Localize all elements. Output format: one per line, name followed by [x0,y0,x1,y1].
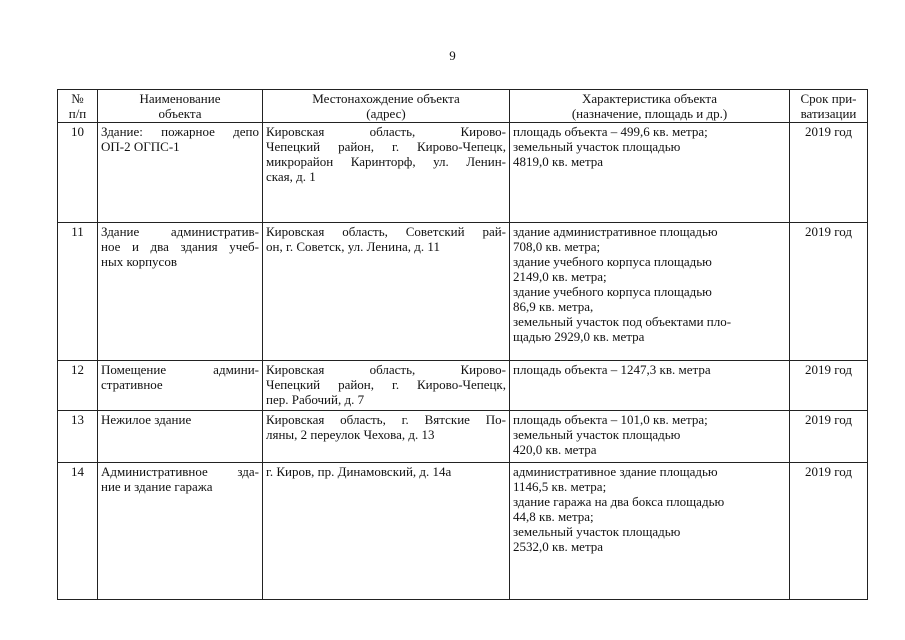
table-header [58,90,868,123]
header-name: Наименование объекта [98,90,263,123]
cell-name: Административное зда- ние и здание гаража [98,463,263,600]
cell-location: Кировская область, г. Вятские По- ляны, 2 переулок Чехова, д. 13 [263,411,510,463]
cell-num: 13 [58,411,98,463]
cell-num: 11 [58,223,98,361]
header-num: № п/п [58,90,98,123]
header-term: Срок при- ватизации [790,90,868,123]
table-row [58,463,868,600]
cell-term: 2019 год [790,223,868,361]
cell-num: 10 [58,123,98,223]
cell-characteristic: административное здание площадью 1146,5 кв. метра; здание гаража на два бокса площадью 44,8 кв. метра; земельный участок площадью 2532,0 кв. метра [510,463,790,600]
cell-characteristic: здание административное площадью 708,0 кв. метра; здание учебного корпуса площадью 2149,0 кв. метра; здание учебного корпуса площадью 86,9 кв. метра, земельный участок под объектами пло- щадью 2929,0 кв. метра [510,223,790,361]
header-row [58,90,868,123]
cell-characteristic: площадь объекта – 101,0 кв. метра; земельный участок площадью 420,0 кв. метра [510,411,790,463]
cell-name: Помещение админи- стративное [98,361,263,411]
table-row [58,411,868,463]
cell-characteristic: площадь объекта – 499,6 кв. метра; земельный участок площадью 4819,0 кв. метра [510,123,790,223]
cell-term: 2019 год [790,361,868,411]
objects-table [57,89,868,600]
table-row [58,223,868,361]
cell-location: Кировская область, Советский рай- он, г. Советск, ул. Ленина, д. 11 [263,223,510,361]
cell-term: 2019 год [790,123,868,223]
cell-location: Кировская область, Кирово- Чепецкий район, г. Кирово-Чепецк, микрорайон Каринторф, ул. Ленин- ская, д. 1 [263,123,510,223]
cell-name: Нежилое здание [98,411,263,463]
cell-location: г. Киров, пр. Динамовский, д. 14а [263,463,510,600]
cell-location: Кировская область, Кирово- Чепецкий район, г. Кирово-Чепецк, пер. Рабочий, д. 7 [263,361,510,411]
table-row [58,123,868,223]
cell-term: 2019 год [790,463,868,600]
cell-term: 2019 год [790,411,868,463]
header-location: Местонахождение объекта (адрес) [263,90,510,123]
table-row [58,361,868,411]
cell-num: 14 [58,463,98,600]
page-number: 9 [449,48,456,63]
cell-characteristic: площадь объекта – 1247,3 кв. метра [510,361,790,411]
header-characteristic: Характеристика объекта (назначение, площадь и др.) [510,90,790,123]
cell-num: 12 [58,361,98,411]
cell-name: Здание административ- ное и два здания учеб- ных корпусов [98,223,263,361]
cell-name: Здание: пожарное депо ОП-2 ОГПС-1 [98,123,263,223]
